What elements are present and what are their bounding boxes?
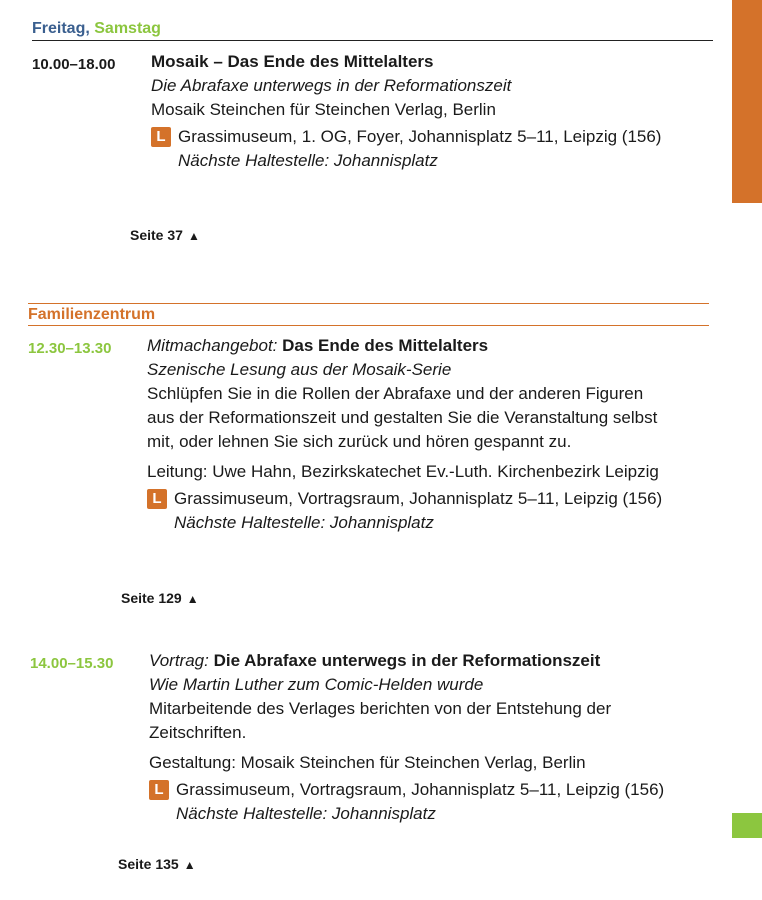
location-badge-icon: L bbox=[149, 780, 169, 800]
event-title bbox=[151, 50, 721, 74]
event-kind: Vortrag: bbox=[149, 651, 209, 670]
event-kind: Mitmachangebot: bbox=[147, 336, 278, 355]
event-line: mit, oder lehnen Sie sich zurück und hören gespannt zu. bbox=[147, 432, 572, 451]
event-credit: Leitung: Uwe Hahn, Bezirkskatechet Ev.-Luth. Kirchenbezirk Leipzig bbox=[147, 462, 659, 481]
event-1 bbox=[151, 50, 721, 173]
event-title-text: Das Ende des Mittelalters bbox=[282, 336, 489, 355]
event-location bbox=[149, 778, 719, 802]
event-stop: Nächste Haltestelle: Johannisplatz bbox=[174, 513, 434, 532]
location-text: Grassimuseum, Vortragsraum, Johannisplatz 5–11, Leipzig (156) bbox=[176, 780, 665, 799]
event-subtitle: Wie Martin Luther zum Comic-Helden wurde bbox=[149, 675, 484, 694]
page-ref-text: Seite 37 bbox=[130, 227, 183, 243]
location-badge-icon: L bbox=[147, 489, 167, 509]
event-line: Mitarbeitende des Verlages berichten von der Entstehung der bbox=[149, 699, 612, 718]
section-header: Familienzentrum bbox=[28, 303, 709, 326]
event-location bbox=[147, 487, 717, 511]
page-ref-link[interactable] bbox=[121, 590, 199, 606]
event-stop: Nächste Haltestelle: Johannisplatz bbox=[178, 151, 438, 170]
page-ref-link[interactable] bbox=[130, 227, 200, 243]
event-title-text: Mosaik – Das Ende des Mittelalters bbox=[151, 52, 434, 71]
event-title bbox=[149, 649, 719, 673]
event-time: 10.00–18.00 bbox=[32, 56, 116, 73]
triangle-up-icon: ▲ bbox=[186, 592, 199, 606]
event-subtitle: Die Abrafaxe unterwegs in der Reformationszeit bbox=[151, 76, 512, 95]
day-friday: Freitag, bbox=[32, 20, 90, 37]
event-time: 14.00–15.30 bbox=[30, 655, 114, 672]
day-saturday: Samstag bbox=[94, 20, 161, 37]
event-credit: Gestaltung: Mosaik Steinchen für Steinchen Verlag, Berlin bbox=[149, 753, 586, 772]
triangle-up-icon: ▲ bbox=[183, 858, 196, 872]
event-3 bbox=[149, 649, 719, 826]
event-time: 12.30–13.30 bbox=[28, 340, 112, 357]
event-stop: Nächste Haltestelle: Johannisplatz bbox=[176, 804, 436, 823]
event-title-text: Die Abrafaxe unterwegs in der Reformationszeit bbox=[213, 651, 601, 670]
event-line: Zeitschriften. bbox=[149, 723, 247, 742]
location-badge-icon: L bbox=[151, 127, 171, 147]
event-2 bbox=[147, 334, 717, 535]
event-line: Schlüpfen Sie in die Rollen der Abrafaxe und der anderen Figuren bbox=[147, 384, 644, 403]
triangle-up-icon: ▲ bbox=[187, 229, 200, 243]
event-line: aus der Reformationszeit und gestalten Sie die Veranstaltung selbst bbox=[147, 408, 658, 427]
section-tab-orange bbox=[732, 0, 762, 203]
event-line: Mosaik Steinchen für Steinchen Verlag, Berlin bbox=[151, 100, 496, 119]
page-ref-link[interactable] bbox=[118, 856, 196, 872]
day-header bbox=[32, 20, 713, 41]
location-text: Grassimuseum, Vortragsraum, Johannisplatz 5–11, Leipzig (156) bbox=[174, 489, 663, 508]
event-title bbox=[147, 334, 717, 358]
section-tab-green bbox=[732, 813, 762, 838]
event-subtitle: Szenische Lesung aus der Mosaik-Serie bbox=[147, 360, 452, 379]
location-text: Grassimuseum, 1. OG, Foyer, Johannisplatz 5–11, Leipzig (156) bbox=[178, 127, 662, 146]
page-ref-text: Seite 129 bbox=[121, 590, 182, 606]
event-location bbox=[151, 125, 721, 149]
page-ref-text: Seite 135 bbox=[118, 856, 179, 872]
